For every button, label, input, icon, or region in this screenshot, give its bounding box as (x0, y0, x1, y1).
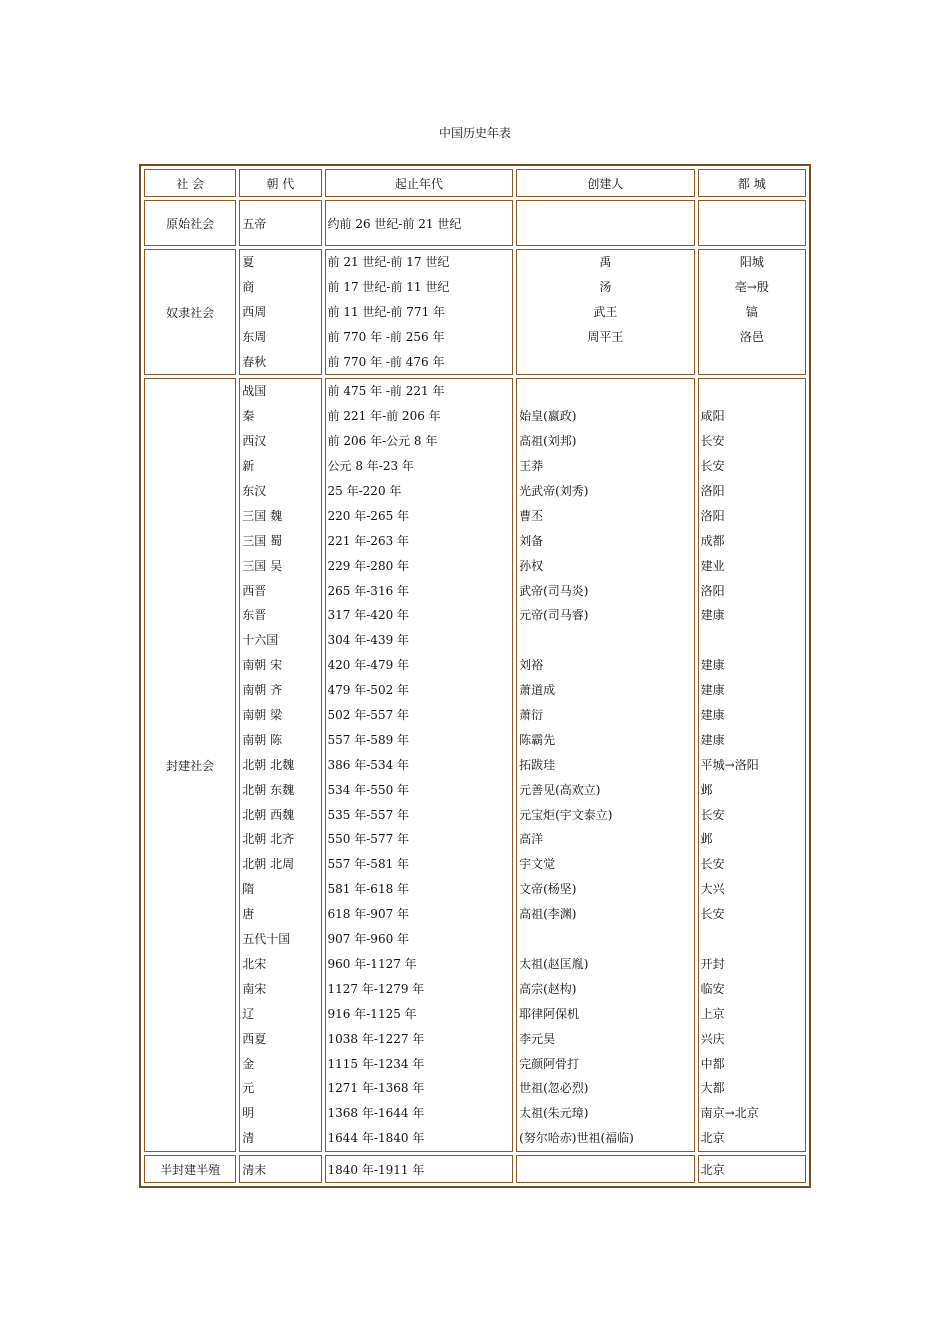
list-item: 265 年-316 年 (327, 583, 410, 598)
society-cell: 半封建半殖 (144, 1155, 236, 1183)
list-item: 北宋 (242, 956, 267, 971)
list-item (701, 379, 803, 404)
list-item: 南朝 梁 (242, 708, 283, 723)
list-item: 高祖(刘邦) (519, 434, 577, 449)
list-item: 武帝(司马炎) (519, 583, 589, 598)
list-item: 宇文觉 (519, 857, 556, 872)
list-item: 刘备 (519, 533, 544, 548)
dynasty-cell: 清末 (239, 1155, 321, 1183)
founder-list (516, 378, 695, 1152)
list-item: 大都 (700, 1081, 725, 1096)
header-founder: 创建人 (516, 169, 695, 197)
list-item: 太祖(朱元璋) (519, 1106, 589, 1121)
founder-cell (516, 1155, 695, 1183)
list-item: 前 11 世纪-前 771 年 (327, 304, 446, 319)
list-item: 刘裕 (519, 658, 544, 673)
capital-cell: 北京 (698, 1155, 806, 1183)
list-item: 洛邑 (739, 329, 764, 344)
capital-list (698, 378, 806, 1152)
list-item: 北朝 北魏 (242, 757, 295, 772)
list-item: 洛阳 (700, 508, 725, 523)
list-item: 秦 (242, 409, 255, 424)
list-item: 春秋 (242, 354, 267, 369)
row-feudal-society (144, 378, 806, 1152)
list-item: 元宝炬(宇文泰立) (519, 807, 613, 822)
society-cell: 封建社会 (144, 378, 236, 1152)
list-item: 李元昊 (519, 1031, 556, 1046)
list-item: 建业 (700, 558, 725, 573)
list-item: 明 (242, 1106, 255, 1121)
list-item: 25 年-220 年 (327, 484, 402, 499)
header-capital: 都 城 (698, 169, 806, 197)
list-item: 479 年-502 年 (327, 683, 410, 698)
capital-cell (698, 200, 806, 246)
list-item (519, 379, 692, 404)
list-item: 金 (242, 1056, 255, 1071)
list-item: 公元 8 年-23 年 (327, 459, 414, 474)
list-item: 新 (242, 459, 255, 474)
list-item: 535 年-557 年 (327, 807, 410, 822)
list-item: 北京 (700, 1131, 725, 1146)
list-item: 武王 (593, 304, 618, 319)
society-cell: 原始社会 (144, 200, 236, 246)
list-item: 邺 (700, 782, 713, 797)
list-item: 北朝 东魏 (242, 782, 295, 797)
list-item: 世祖(忽必烈) (519, 1081, 589, 1096)
list-item: 前 770 年 -前 476 年 (327, 354, 445, 369)
list-item: 高洋 (519, 832, 544, 847)
list-item: 周平王 (587, 329, 624, 344)
list-item: 前 206 年-公元 8 年 (327, 434, 438, 449)
list-item: 304 年-439 年 (327, 633, 410, 648)
list-item: 建康 (700, 658, 725, 673)
list-item (701, 350, 803, 375)
list-item: 1127 年-1279 年 (327, 981, 425, 996)
dynasty-list (239, 378, 321, 1152)
list-item (701, 628, 803, 653)
list-item: 洛阳 (700, 583, 725, 598)
list-item: 前 17 世纪-前 11 世纪 (327, 279, 450, 294)
list-item: 长安 (700, 434, 725, 449)
header-dynasty: 朝 代 (239, 169, 321, 197)
list-item: 长安 (700, 807, 725, 822)
list-item: 618 年-907 年 (327, 907, 410, 922)
list-item: 高祖(李渊) (519, 907, 577, 922)
list-item: 洛阳 (700, 484, 725, 499)
list-item: 581 年-618 年 (327, 882, 410, 897)
list-item: 曹丕 (519, 508, 544, 523)
list-item: 386 年-534 年 (327, 757, 410, 772)
list-item: 东汉 (242, 484, 267, 499)
list-item: 咸阳 (700, 409, 725, 424)
founder-cell (516, 200, 695, 246)
list-item: 557 年-581 年 (327, 857, 410, 872)
list-item: 拓跋珪 (519, 757, 556, 772)
society-cell: 奴隶社会 (144, 249, 236, 375)
list-item: 北朝 北周 (242, 857, 295, 872)
list-item: 清 (242, 1131, 255, 1146)
chronology-table (139, 164, 811, 1188)
list-item: 高宗(赵构) (519, 981, 577, 996)
list-item: 北朝 西魏 (242, 807, 295, 822)
list-item: 临安 (700, 981, 725, 996)
list-item: 557 年-589 年 (327, 732, 410, 747)
header-period: 起止年代 (325, 169, 514, 197)
list-item: 420 年-479 年 (327, 658, 410, 673)
list-item (519, 350, 692, 375)
list-item: 南京→北京 (700, 1106, 759, 1121)
list-item: 陈霸先 (519, 732, 556, 747)
list-item: (努尔哈赤)世祖(福临) (519, 1131, 634, 1146)
dynasty-list (239, 249, 321, 375)
list-item: 前 475 年 -前 221 年 (327, 384, 445, 399)
list-item: 建康 (700, 732, 725, 747)
list-item: 始皇(嬴政) (519, 409, 577, 424)
period-list (325, 378, 514, 1152)
dynasty-cell: 五帝 (239, 200, 321, 246)
list-item: 十六国 (242, 633, 279, 648)
list-item: 禹 (599, 255, 612, 269)
list-item: 平城→洛阳 (700, 757, 759, 772)
list-item: 317 年-420 年 (327, 608, 410, 623)
list-item: 南朝 宋 (242, 658, 283, 673)
list-item: 完颜阿骨打 (519, 1056, 580, 1071)
list-item: 1368 年-1644 年 (327, 1106, 425, 1121)
list-item: 商 (242, 279, 255, 294)
list-item: 907 年-960 年 (327, 932, 410, 947)
list-item (519, 628, 692, 653)
list-item: 元帝(司马睿) (519, 608, 589, 623)
list-item: 镐 (745, 304, 758, 319)
list-item (701, 927, 803, 952)
list-item: 建康 (700, 608, 725, 623)
list-item: 前 221 年-前 206 年 (327, 409, 441, 424)
list-item: 南朝 齐 (242, 683, 283, 698)
list-item: 萧道成 (519, 683, 556, 698)
row-semi-feudal (144, 1155, 806, 1183)
list-item: 长安 (700, 459, 725, 474)
list-item: 南宋 (242, 981, 267, 996)
list-item: 1271 年-1368 年 (327, 1081, 425, 1096)
list-item: 耶律阿保机 (519, 1006, 580, 1021)
list-item: 960 年-1127 年 (327, 956, 417, 971)
list-item (519, 927, 692, 952)
list-item: 兴庆 (700, 1031, 725, 1046)
list-item: 220 年-265 年 (327, 508, 410, 523)
list-item: 东周 (242, 329, 267, 344)
list-item: 长安 (700, 857, 725, 872)
list-item: 萧衍 (519, 708, 544, 723)
period-cell: 1840 年-1911 年 (325, 1155, 514, 1183)
row-primitive-society (144, 200, 806, 246)
header-row (144, 169, 806, 197)
list-item: 汤 (599, 279, 612, 294)
capital-list (698, 249, 806, 375)
list-item: 西夏 (242, 1031, 267, 1046)
founder-list (516, 249, 695, 375)
list-item: 建康 (700, 683, 725, 698)
list-item: 文帝(杨坚) (519, 882, 577, 897)
list-item: 三国 吴 (242, 558, 283, 573)
list-item: 西周 (242, 304, 267, 319)
period-list (325, 249, 514, 375)
period-cell: 约前 26 世纪-前 21 世纪 (325, 200, 514, 246)
list-item: 550 年-577 年 (327, 832, 410, 847)
list-item: 建康 (700, 708, 725, 723)
list-item: 三国 蜀 (242, 533, 283, 548)
list-item: 大兴 (700, 882, 725, 897)
list-item: 夏 (242, 255, 255, 269)
list-item: 229 年-280 年 (327, 558, 410, 573)
list-item: 唐 (242, 907, 255, 922)
list-item: 隋 (242, 882, 255, 897)
list-item: 王莽 (519, 459, 544, 474)
list-item: 五代十国 (242, 932, 291, 947)
list-item: 三国 魏 (242, 508, 283, 523)
list-item: 东晋 (242, 608, 267, 623)
header-society: 社 会 (144, 169, 236, 197)
list-item: 上京 (700, 1006, 725, 1021)
list-item: 亳→殷 (734, 279, 769, 294)
list-item: 1644 年-1840 年 (327, 1131, 425, 1146)
list-item: 开封 (700, 956, 725, 971)
list-item: 502 年-557 年 (327, 708, 410, 723)
list-item: 西汉 (242, 434, 267, 449)
list-item: 元 (242, 1081, 255, 1096)
list-item: 太祖(赵匡胤) (519, 956, 589, 971)
list-item: 中都 (700, 1056, 725, 1071)
list-item: 长安 (700, 907, 725, 922)
list-item: 南朝 陈 (242, 732, 283, 747)
list-item: 221 年-263 年 (327, 533, 410, 548)
list-item: 阳城 (739, 255, 764, 269)
list-item: 916 年-1125 年 (327, 1006, 417, 1021)
row-slave-society (144, 249, 806, 375)
list-item: 辽 (242, 1006, 255, 1021)
list-item: 北朝 北齐 (242, 832, 295, 847)
document-title: 中国历史年表 (438, 126, 511, 140)
list-item: 前 21 世纪-前 17 世纪 (327, 255, 450, 269)
list-item: 534 年-550 年 (327, 782, 410, 797)
list-item: 西晋 (242, 583, 267, 598)
list-item: 孙权 (519, 558, 544, 573)
list-item: 成都 (700, 533, 725, 548)
list-item: 1115 年-1234 年 (327, 1056, 425, 1071)
list-item: 前 770 年 -前 256 年 (327, 329, 445, 344)
list-item: 元善见(高欢立) (519, 782, 601, 797)
list-item: 战国 (242, 384, 267, 399)
list-item: 1038 年-1227 年 (327, 1031, 425, 1046)
list-item: 邺 (700, 832, 713, 847)
list-item: 光武帝(刘秀) (519, 484, 589, 499)
